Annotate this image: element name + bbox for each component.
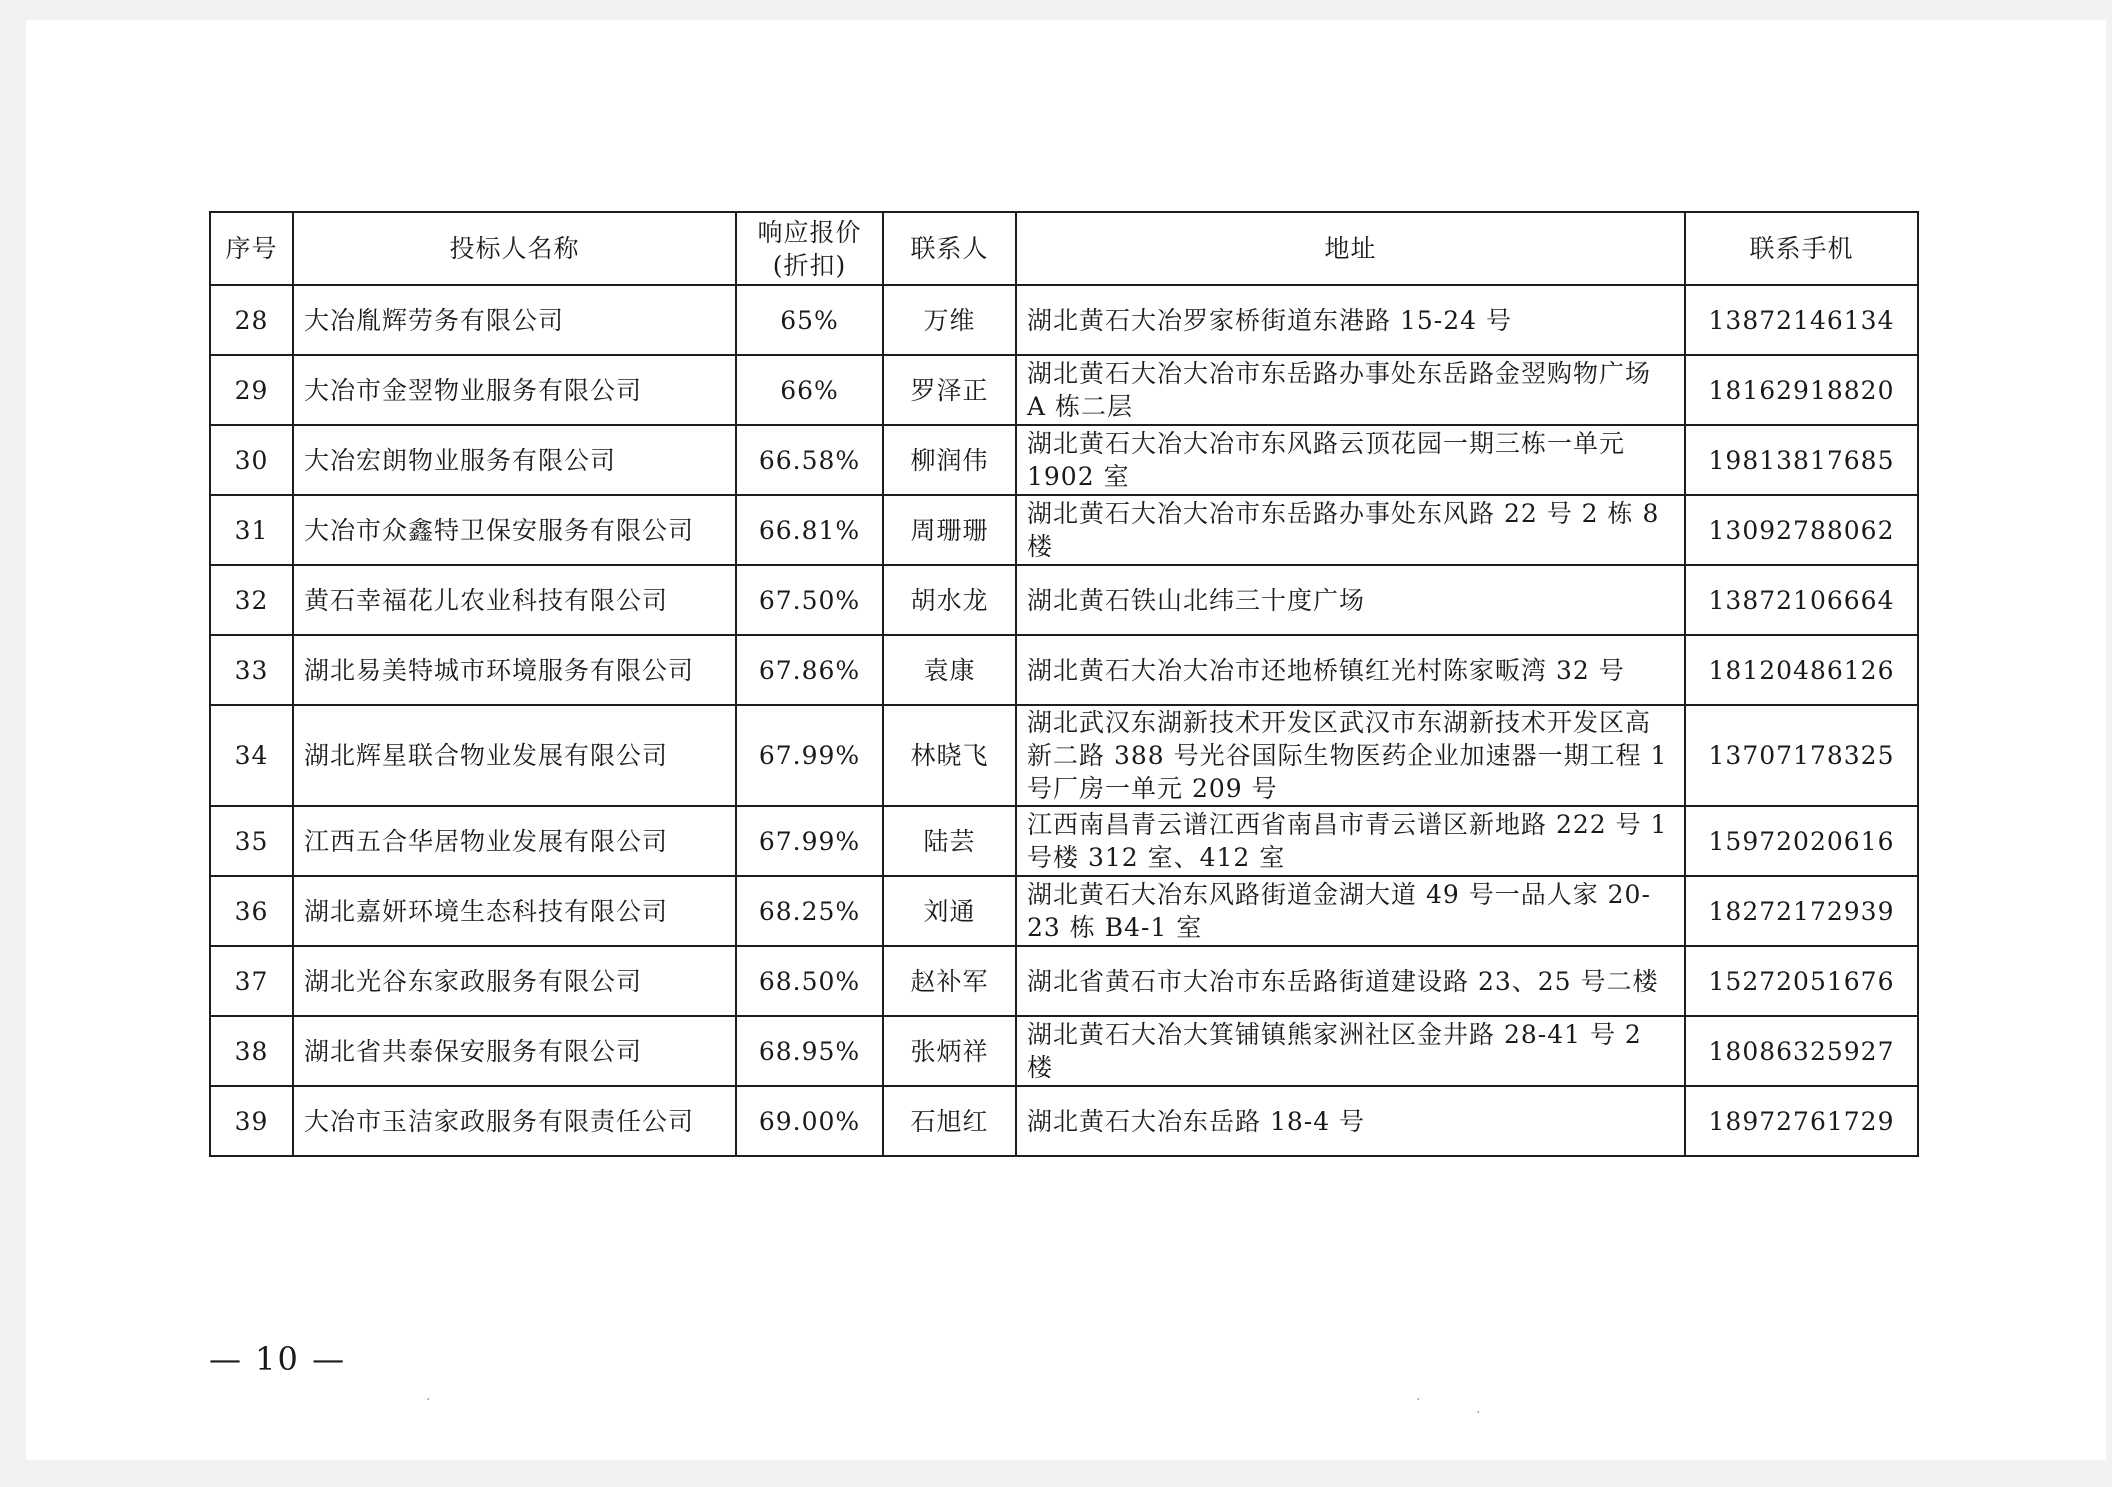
phone-number: 13092788062 [1685, 495, 1918, 565]
bidder-name: 湖北光谷东家政服务有限公司 [293, 946, 736, 1016]
bid-price: 66% [736, 355, 883, 425]
table-header-row [210, 212, 1918, 285]
row-number: 31 [210, 495, 293, 565]
bid-price: 68.25% [736, 876, 883, 946]
contact-person: 万维 [883, 285, 1016, 355]
address: 湖北黄石大冶大冶市东风路云顶花园一期三栋一单元 1902 室 [1016, 425, 1685, 495]
address: 湖北黄石大冶大冶市东岳路办事处东岳路金翌购物广场 A 栋二层 [1016, 355, 1685, 425]
bidder-name: 湖北省共泰保安服务有限公司 [293, 1016, 736, 1086]
bid-price: 67.99% [736, 705, 883, 806]
contact-person: 柳润伟 [883, 425, 1016, 495]
contact-person: 刘通 [883, 876, 1016, 946]
row-number: 33 [210, 635, 293, 705]
phone-number: 13872146134 [1685, 285, 1918, 355]
contact-person: 林晓飞 [883, 705, 1016, 806]
phone-number: 18272172939 [1685, 876, 1918, 946]
phone-number: 13872106664 [1685, 565, 1918, 635]
address: 湖北黄石大冶大箕铺镇熊家洲社区金井路 28-41 号 2 楼 [1016, 1016, 1685, 1086]
bidder-name: 大冶市金翌物业服务有限公司 [293, 355, 736, 425]
header-phone: 联系手机 [1685, 212, 1918, 285]
contact-person: 张炳祥 [883, 1016, 1016, 1086]
bid-price: 67.86% [736, 635, 883, 705]
phone-number: 15272051676 [1685, 946, 1918, 1016]
table-row [210, 1016, 1918, 1086]
address: 湖北黄石大冶大冶市东岳路办事处东风路 22 号 2 栋 8 楼 [1016, 495, 1685, 565]
phone-number: 18972761729 [1685, 1086, 1918, 1156]
header-price [736, 212, 883, 285]
bid-price: 68.50% [736, 946, 883, 1016]
table-row [210, 355, 1918, 425]
row-number: 30 [210, 425, 293, 495]
header-num: 序号 [210, 212, 293, 285]
table-row [210, 495, 1918, 565]
bid-price: 68.95% [736, 1016, 883, 1086]
bidder-name: 大冶宏朗物业服务有限公司 [293, 425, 736, 495]
address: 湖北黄石铁山北纬三十度广场 [1016, 565, 1685, 635]
header-address: 地址 [1016, 212, 1685, 285]
bidder-name: 湖北易美特城市环境服务有限公司 [293, 635, 736, 705]
phone-number: 18086325927 [1685, 1016, 1918, 1086]
header-price-line1: 响应报价 [757, 217, 862, 247]
address: 湖北黄石大冶罗家桥街道东港路 15-24 号 [1016, 285, 1685, 355]
row-number: 39 [210, 1086, 293, 1156]
bidder-name: 江西五合华居物业发展有限公司 [293, 806, 736, 876]
scan-speck: · [1416, 1392, 1421, 1408]
phone-number: 19813817685 [1685, 425, 1918, 495]
table-row [210, 876, 1918, 946]
phone-number: 18120486126 [1685, 635, 1918, 705]
bidder-table [209, 211, 1919, 1157]
row-number: 36 [210, 876, 293, 946]
table-body [210, 285, 1918, 1156]
phone-number: 18162918820 [1685, 355, 1918, 425]
table-row [210, 635, 1918, 705]
contact-person: 胡水龙 [883, 565, 1016, 635]
bidder-name: 大冶市众鑫特卫保安服务有限公司 [293, 495, 736, 565]
bid-price: 66.58% [736, 425, 883, 495]
row-number: 35 [210, 806, 293, 876]
document-page [26, 20, 2106, 1460]
bid-price: 69.00% [736, 1086, 883, 1156]
bid-price: 67.50% [736, 565, 883, 635]
contact-person: 罗泽正 [883, 355, 1016, 425]
contact-person: 袁康 [883, 635, 1016, 705]
address: 湖北黄石大冶东岳路 18-4 号 [1016, 1086, 1685, 1156]
contact-person: 周珊珊 [883, 495, 1016, 565]
table-row [210, 806, 1918, 876]
table-row [210, 425, 1918, 495]
address: 湖北黄石大冶东风路街道金湖大道 49 号一品人家 20-23 栋 B4-1 室 [1016, 876, 1685, 946]
phone-number: 13707178325 [1685, 705, 1918, 806]
row-number: 34 [210, 705, 293, 806]
row-number: 37 [210, 946, 293, 1016]
page-number: — 10 — [209, 1340, 347, 1378]
row-number: 32 [210, 565, 293, 635]
header-name: 投标人名称 [293, 212, 736, 285]
bid-price: 66.81% [736, 495, 883, 565]
bidder-name: 湖北嘉妍环境生态科技有限公司 [293, 876, 736, 946]
bid-price: 67.99% [736, 806, 883, 876]
bidder-name: 大冶胤辉劳务有限公司 [293, 285, 736, 355]
table-row [210, 705, 1918, 806]
header-price-line2: (折扣) [772, 250, 847, 280]
table-row [210, 565, 1918, 635]
table-row [210, 1086, 1918, 1156]
table-row [210, 946, 1918, 1016]
bidder-name: 湖北辉星联合物业发展有限公司 [293, 705, 736, 806]
contact-person: 赵补军 [883, 946, 1016, 1016]
scan-speck: · [1476, 1405, 1481, 1421]
contact-person: 石旭红 [883, 1086, 1016, 1156]
phone-number: 15972020616 [1685, 806, 1918, 876]
bid-price: 65% [736, 285, 883, 355]
row-number: 29 [210, 355, 293, 425]
scan-speck: · [426, 1392, 431, 1408]
bidder-name: 黄石幸福花儿农业科技有限公司 [293, 565, 736, 635]
row-number: 38 [210, 1016, 293, 1086]
address: 湖北黄石大冶大冶市还地桥镇红光村陈家畈湾 32 号 [1016, 635, 1685, 705]
table-row [210, 285, 1918, 355]
header-contact: 联系人 [883, 212, 1016, 285]
bidder-name: 大冶市玉洁家政服务有限责任公司 [293, 1086, 736, 1156]
contact-person: 陆芸 [883, 806, 1016, 876]
address: 江西南昌青云谱江西省南昌市青云谱区新地路 222 号 1 号楼 312 室、412 室 [1016, 806, 1685, 876]
address: 湖北省黄石市大冶市东岳路街道建设路 23、25 号二楼 [1016, 946, 1685, 1016]
address: 湖北武汉东湖新技术开发区武汉市东湖新技术开发区高新二路 388 号光谷国际生物医药企业加速器一期工程 1 号厂房一单元 209 号 [1016, 705, 1685, 806]
row-number: 28 [210, 285, 293, 355]
